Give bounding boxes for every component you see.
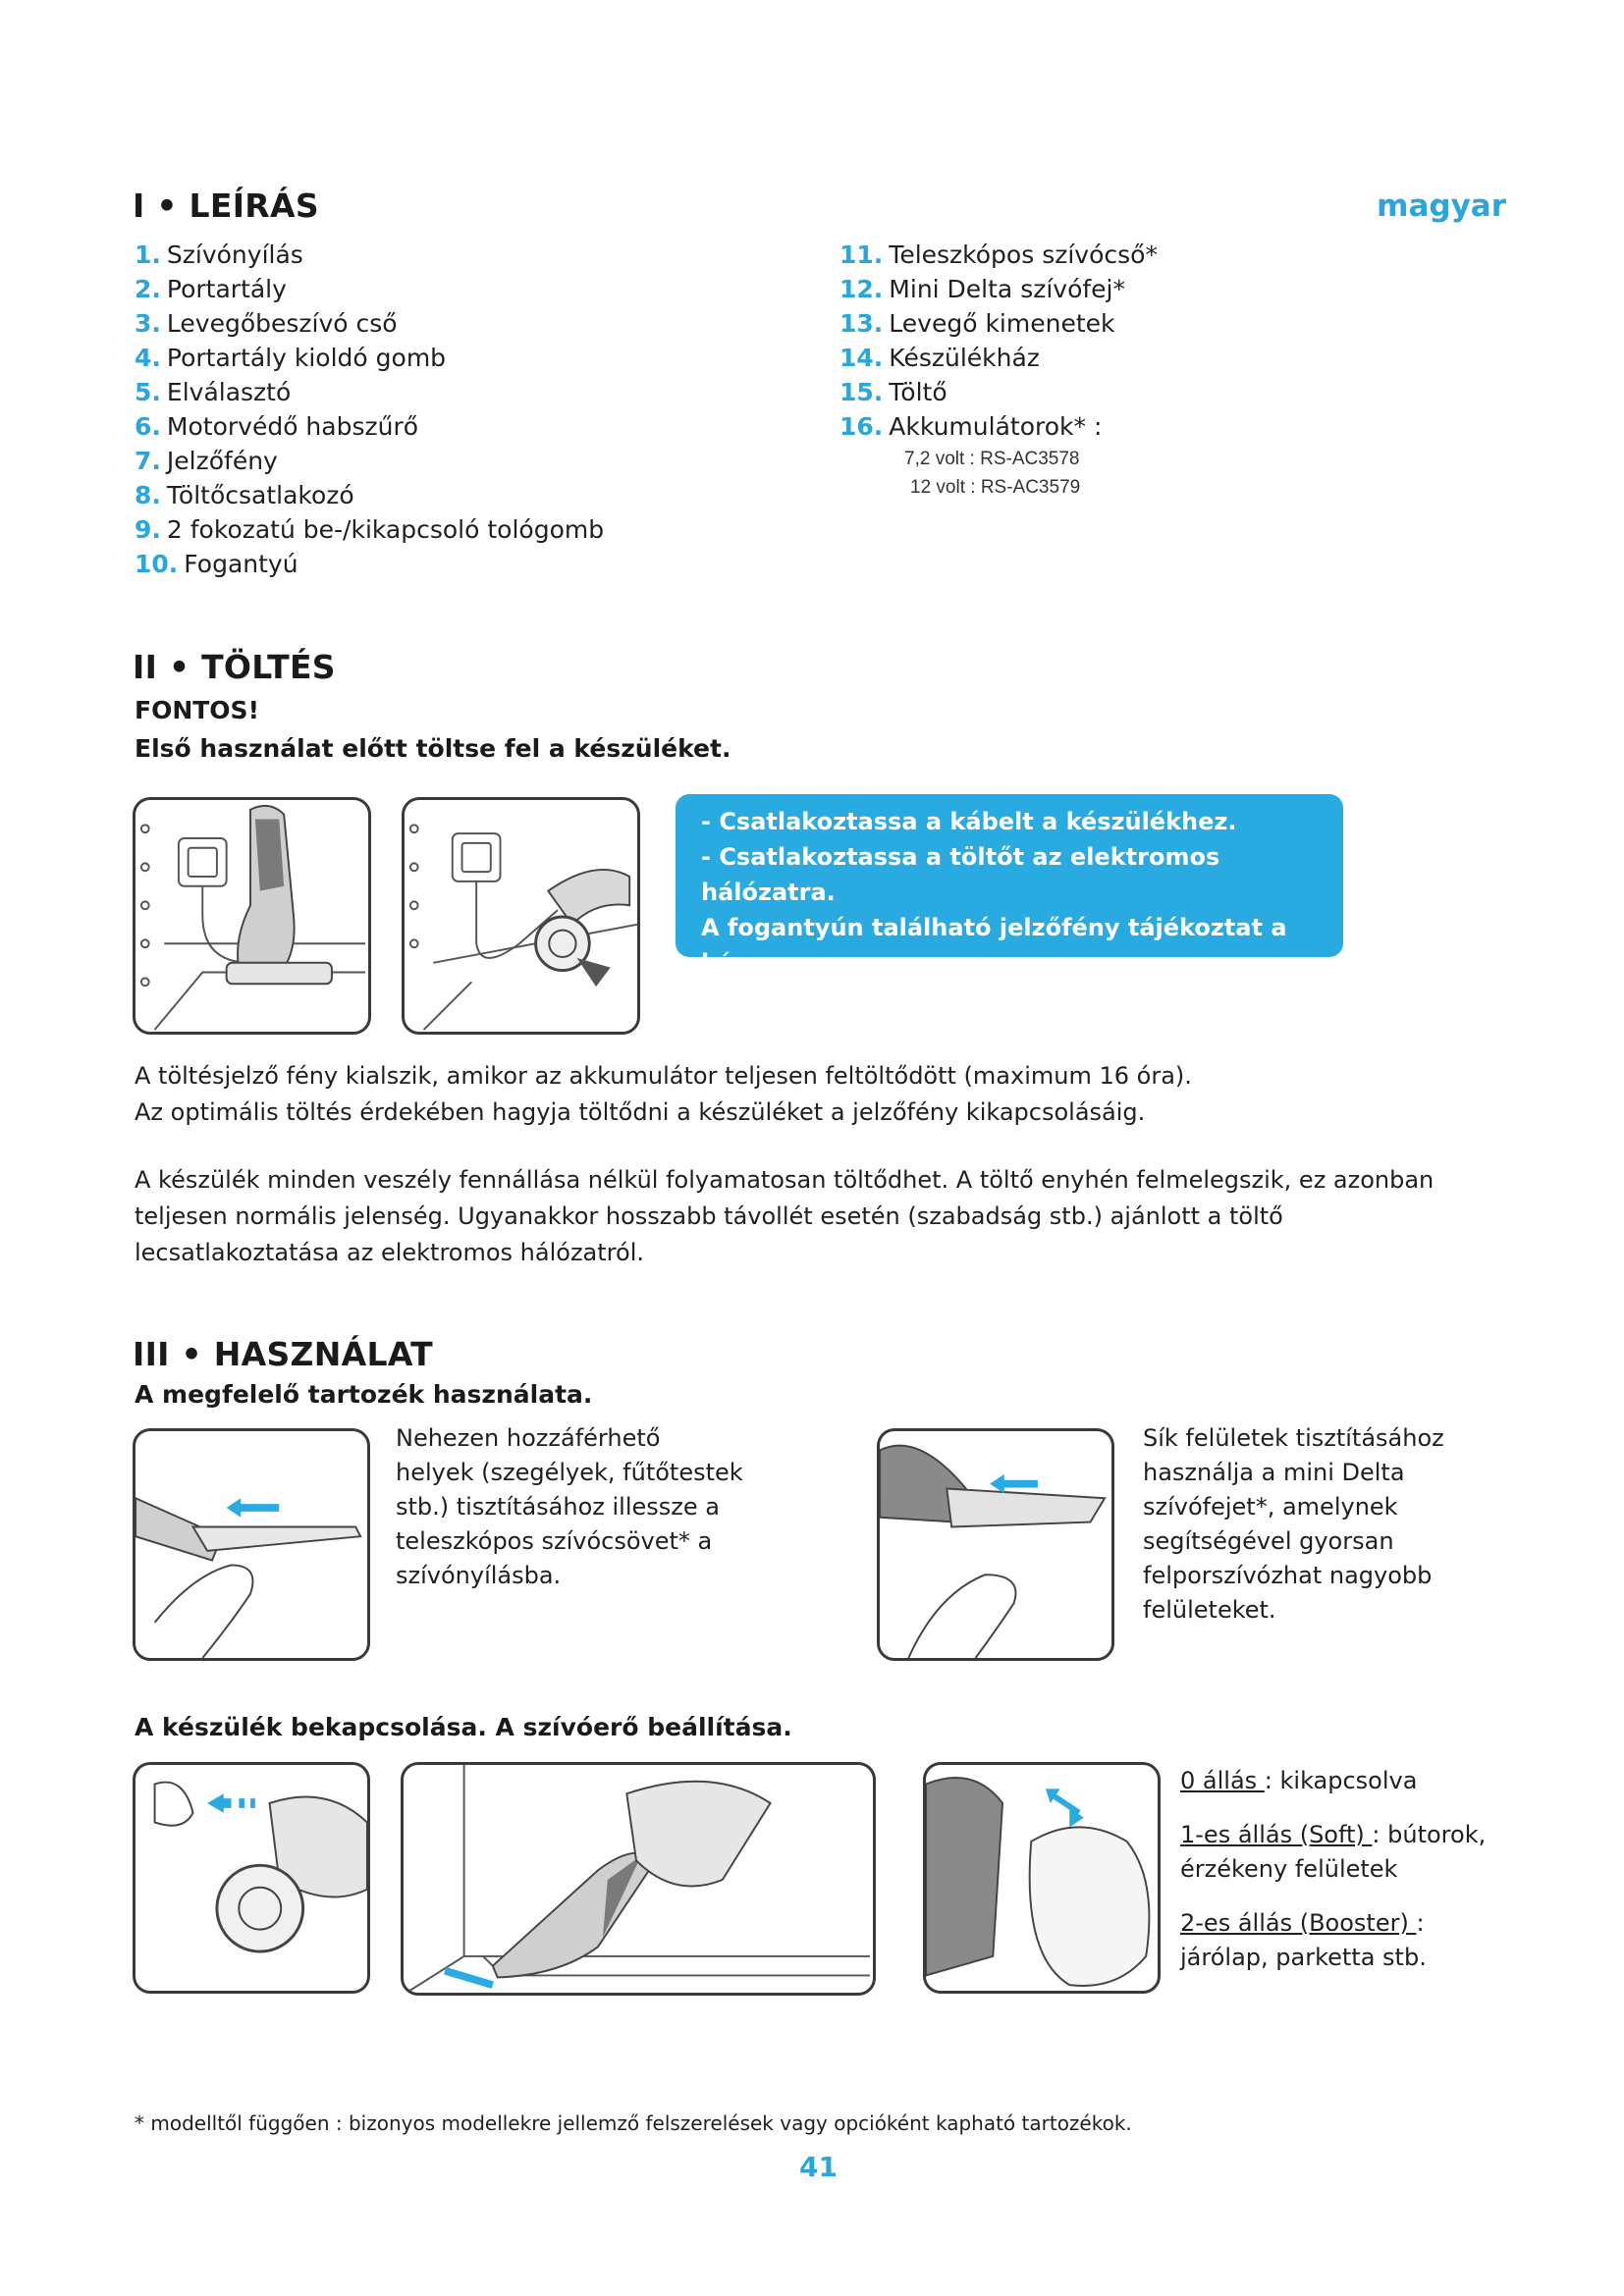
switch-illustration-2 — [401, 1762, 876, 1996]
para-line: lecsatlakoztatása az elektromos hálózatról. — [135, 1239, 644, 1266]
telescopic-tube-icon — [135, 1431, 367, 1658]
list-item: 15. Töltő — [839, 378, 947, 406]
caption-line: szívófejet*, amelynek — [1143, 1493, 1398, 1521]
caption-line: stb.) tisztításához illessze a — [396, 1493, 720, 1521]
battery-item: 7,2 volt : RS-AC3578 — [904, 449, 1080, 469]
position-0: 0 állás : kikapcsolva — [1180, 1767, 1418, 1794]
mini-delta-caption — [1143, 1421, 1516, 1628]
list-item: 9. 2 fokozatú be-/kikapcsoló tológomb — [135, 515, 605, 544]
switch-illustration-1 — [133, 1762, 370, 1994]
para-line: A készülék minden veszély fennállása nélkül folyamatosan töltődhet. A töltő enyhén felmelegszik, ez azonban — [135, 1166, 1435, 1194]
caption-line: helyek (szegélyek, fűtőtestek — [396, 1459, 743, 1486]
floor-cleaning-icon — [404, 1765, 873, 1993]
caption-line: felporszívózhat nagyobb — [1143, 1562, 1433, 1589]
charging-paragraph-2 — [135, 1162, 1529, 1271]
list-item: 8. Töltőcsatlakozó — [135, 481, 354, 509]
caption-line: teleszkópos szívócsövet* a — [396, 1527, 713, 1555]
list-item: 14. Készülékház — [839, 344, 1040, 372]
list-item: 2. Portartály — [135, 275, 287, 303]
mini-delta-nozzle-icon — [880, 1431, 1111, 1658]
power-button-icon — [135, 1765, 367, 1991]
battery-item: 12 volt : RS-AC3579 — [910, 477, 1081, 498]
battery-list — [904, 445, 1080, 502]
usage-subtitle: A megfelelő tartozék használata. — [135, 1380, 593, 1409]
charging-illustration-2 — [402, 797, 640, 1035]
switch-positions — [1180, 1764, 1534, 1975]
list-item: 6. Motorvédő habszűrő — [135, 412, 419, 441]
position-2-detail: járólap, parketta stb. — [1180, 1944, 1427, 1971]
section-title-description: I • LEÍRÁS — [133, 187, 319, 225]
mini-delta-illustration — [877, 1428, 1114, 1661]
para-line: Az optimális töltés érdekében hagyja töltődni a készüléket a jelzőfény kikapcsolásáig. — [135, 1098, 1146, 1126]
switch-illustration-3 — [923, 1762, 1161, 1994]
speed-slider-icon — [926, 1765, 1158, 1991]
language-label: magyar — [1377, 188, 1506, 224]
position-1: 1-es állás (Soft) : bútorok, — [1180, 1821, 1487, 1848]
box-line: szülék töltődéséről. — [701, 985, 964, 1012]
box-line: A fogantyún található jelzőfény tájékoztat a ké- — [701, 914, 1287, 977]
important-text: Első használat előtt töltse fel a készüléket. — [135, 734, 731, 763]
charger-plug-icon — [405, 800, 637, 1032]
list-item: 13. Levegő kimenetek — [839, 309, 1115, 338]
page-number: 41 — [799, 2151, 838, 2183]
para-line: A töltésjelző fény kialszik, amikor az akkumulátor teljesen feltöltődött (maximum 16 óra). — [135, 1062, 1192, 1090]
para-line: teljesen normális jelenség. Ugyanakkor hosszabb távollét esetén (szabadság stb.) ajánlott a töltő — [135, 1202, 1283, 1230]
important-label: FONTOS! — [135, 696, 259, 724]
position-2: 2-es állás (Booster) : — [1180, 1909, 1425, 1937]
footnote: * modelltől függően : bizonyos modellekre jellemző felszerelések vagy opcióként kapható tartozékok. — [135, 2111, 1132, 2135]
section-title-charging: II • TÖLTÉS — [133, 648, 336, 686]
box-line: - Csatlakoztassa a kábelt a készülékhez. — [701, 808, 1237, 835]
caption-line: szívónyílásba. — [396, 1562, 562, 1589]
list-item: 4. Portartály kioldó gomb — [135, 344, 447, 372]
list-item: 12. Mini Delta szívófej* — [839, 275, 1126, 303]
list-item: 10. Fogantyú — [135, 550, 298, 578]
list-item: 1. Szívónyílás — [135, 240, 303, 269]
caption-line: használja a mini Delta — [1143, 1459, 1405, 1486]
charging-instructions-box — [676, 794, 1343, 1012]
list-item: 5. Elválasztó — [135, 378, 292, 406]
caption-line: Nehezen hozzáférhető — [396, 1424, 661, 1452]
caption-line: Sík felületek tisztításához — [1143, 1424, 1444, 1452]
charging-illustration-1 — [133, 797, 371, 1035]
position-1-detail: érzékeny felületek — [1180, 1855, 1398, 1883]
telescopic-tube-caption — [396, 1421, 769, 1593]
parts-list-left — [135, 238, 763, 581]
caption-line: felületeket. — [1143, 1596, 1276, 1624]
box-line: - Csatlakoztassa a töltőt az elektromos hálózatra. — [701, 843, 1220, 906]
charger-base-icon — [135, 800, 368, 1032]
section-title-usage: III • HASZNÁLAT — [133, 1335, 433, 1373]
list-item: 3. Levegőbeszívó cső — [135, 309, 398, 338]
charging-paragraph-1 — [135, 1058, 1509, 1131]
list-item: 11. Teleszkópos szívócső* — [839, 240, 1158, 269]
switch-title: A készülék bekapcsolása. A szívóerő beállítása. — [135, 1713, 792, 1741]
parts-list-right — [839, 238, 1389, 444]
telescopic-tube-illustration — [133, 1428, 370, 1661]
list-item: 16. Akkumulátorok* : — [839, 412, 1103, 441]
caption-line: segítségével gyorsan — [1143, 1527, 1394, 1555]
list-item: 7. Jelzőfény — [135, 447, 278, 475]
